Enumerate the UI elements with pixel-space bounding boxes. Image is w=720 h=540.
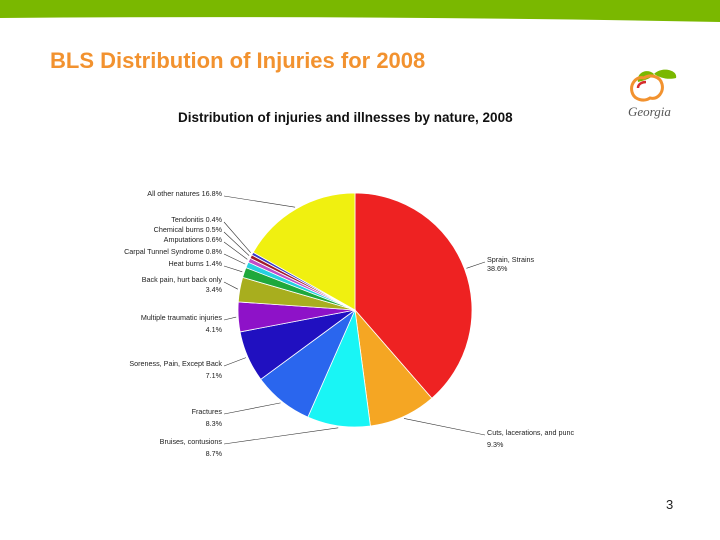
slice-label-10: Amputations 0.6% (163, 235, 222, 244)
leader-line-4 (224, 403, 281, 414)
slice-value-3: 8.7% (205, 449, 222, 458)
leader-line-1 (466, 262, 485, 268)
slice-value-5: 7.1% (205, 371, 222, 380)
leader-line-8 (224, 266, 242, 272)
slice-label-6: Multiple traumatic injuries (140, 313, 222, 322)
logo-text: Georgia (628, 104, 671, 119)
leader-line-3 (224, 428, 338, 444)
page-number: 3 (666, 497, 674, 512)
slice-label-12: Tendonitis 0.4% (171, 215, 222, 224)
slice-value-1: 38.6% (487, 264, 508, 273)
slice-label-5: Soreness, Pain, Except Back (129, 359, 222, 368)
leader-line-13 (224, 196, 295, 207)
leader-line-11 (224, 232, 249, 256)
leader-line-7 (224, 282, 238, 289)
slice-label-13: All other natures 16.8% (147, 189, 222, 198)
leader-line-6 (224, 317, 236, 320)
slice-label-8: Heat burns 1.4% (168, 259, 222, 268)
slice-label-9: Carpal Tunnel Syndrome 0.8% (124, 247, 222, 256)
slice-label-7: Back pain, hurt back only (141, 275, 222, 284)
slide-title: BLS Distribution of Injuries for 2008 (50, 48, 426, 73)
slice-label-2: Cuts, lacerations, and punc (487, 428, 575, 437)
slice-value-6: 4.1% (205, 325, 222, 334)
slice-value-7: 3.4% (205, 285, 222, 294)
slice-label-1: Sprain, Strains (487, 255, 535, 264)
slice-label-4: Fractures (191, 407, 222, 416)
leader-line-2 (404, 418, 485, 435)
chart-title: Distribution of injuries and illnesses by nature, 2008 (178, 110, 513, 125)
leader-line-5 (224, 358, 246, 366)
leader-line-12 (224, 222, 251, 253)
slice-label-11: Chemical burns 0.5% (153, 225, 222, 234)
slice-value-2: 9.3% (487, 440, 504, 449)
slice-value-4: 8.3% (205, 419, 222, 428)
slice-label-3: Bruises, contusions (159, 437, 222, 446)
